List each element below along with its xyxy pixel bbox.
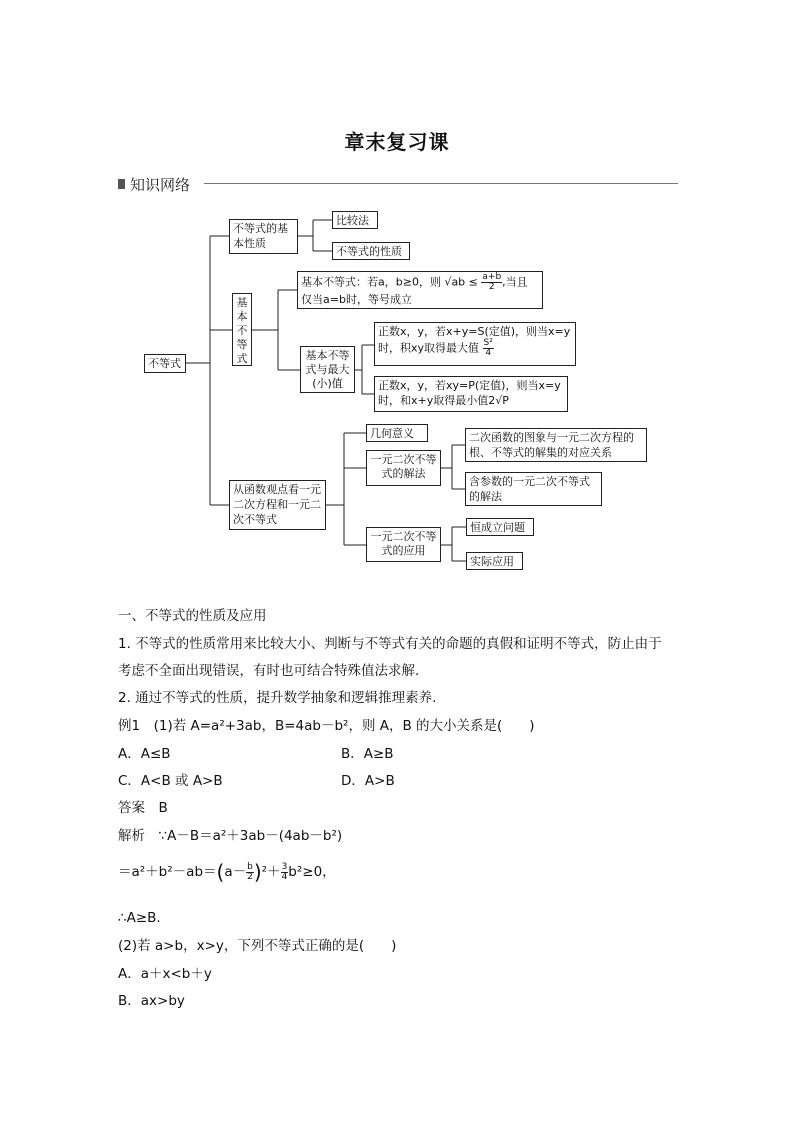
node-quadratic-solution: 一元二次不等式的解法	[366, 450, 441, 486]
point-1-line-1: 1. 不等式的性质常用来比较大小、判断与不等式有关的命题的真假和证明不等式，防止由于	[118, 636, 662, 652]
frac-den: 2	[488, 282, 495, 292]
step-d: b²≥0，	[288, 864, 336, 880]
min-case-b: 时，和x+y取得最小值2√P	[378, 394, 509, 407]
option-b: B．A≥B	[341, 746, 394, 762]
conclusion: ∴A≥B.	[118, 910, 161, 926]
node-compare-method: 比较法	[332, 211, 378, 229]
node-min-case	[374, 376, 568, 412]
node-always-hold: 恒成立问题	[466, 518, 534, 536]
step-a: ＝a²＋b²－ab＝	[118, 864, 217, 880]
q2-option-a: A．a＋x<b＋y	[118, 966, 212, 982]
node-max-case	[374, 322, 576, 366]
example-1-question: 例1 (1)若 A=a²+3ab，B=4ab－b²，则 A，B 的大小关系是( )	[118, 718, 535, 734]
fraction-b-over-2	[246, 863, 254, 882]
frac-den: 4	[281, 871, 288, 882]
point-2: 2. 通过不等式的性质，提升数学抽象和逻辑推理素养.	[118, 690, 437, 706]
frac-num: b	[247, 861, 253, 872]
step-c: ²＋	[261, 864, 281, 880]
basic-ineq-stmt-b: ,当且	[502, 275, 528, 289]
fraction-a-plus-b-over-2	[481, 273, 502, 292]
frac-den: 4	[485, 348, 492, 358]
basic-ineq-stmt-a: 基本不等式：若a，b≥0，则 √ab ≤	[301, 275, 478, 289]
max-case-a: 正数x，y，若x+y=S(定值)，则当x=y	[378, 325, 571, 338]
min-case-a: 正数x，y，若xy=P(定值)，则当x=y	[378, 379, 561, 392]
node-geometric-meaning: 几何意义	[366, 424, 428, 442]
node-practical: 实际应用	[466, 552, 523, 570]
step-b: a－	[224, 864, 247, 880]
derivation-step	[118, 862, 336, 882]
paren-open: (	[216, 860, 225, 884]
option-a: A．A≤B	[118, 746, 171, 762]
node-parameter-case: 含参数的一元二次不等式的解法	[465, 472, 602, 506]
q2-option-b: B．ax>by	[118, 993, 185, 1009]
frac-num: S²	[483, 338, 493, 348]
node-basic-inequality-statement	[297, 271, 543, 309]
option-c: C．A<B 或 A>B	[118, 773, 223, 789]
node-inequality-properties: 不等式的性质	[332, 242, 410, 260]
option-d: D．A>B	[341, 773, 395, 789]
paren-close: )	[253, 860, 262, 884]
node-function-view: 从函数观点看一元二次方程和一元二次不等式	[229, 480, 326, 530]
point-1-line-2: 考虑不全面出现错误，有时也可结合特殊值法求解.	[118, 663, 420, 679]
fraction-s2-over-4	[483, 339, 494, 358]
node-quadratic-application: 一元二次不等式的应用	[366, 527, 441, 562]
frac-den: 2	[247, 871, 253, 882]
page-title: 章末复习课	[344, 130, 450, 154]
answer: 答案 B	[118, 800, 168, 816]
node-inequality: 不等式	[144, 354, 186, 373]
frac-num: 3	[281, 861, 288, 872]
node-basic-inequality: 基本不等式	[232, 293, 252, 366]
node-max-min: 基本不等式与最大(小)值	[300, 346, 355, 393]
analysis: 解析 ∵A－B＝a²＋3ab－(4ab－b²)	[118, 828, 343, 844]
part-title: 一、不等式的性质及应用	[118, 608, 267, 624]
node-quadratic-graph: 二次函数的图象与一元二次方程的根、不等式的解集的对应关系	[465, 428, 647, 462]
section-heading: 知识网络	[130, 176, 191, 194]
basic-ineq-stmt-c: 仅当a=b时，等号成立	[301, 293, 412, 306]
node-basic-properties: 不等式的基本性质	[229, 219, 298, 254]
frac-num: a+b	[482, 272, 502, 282]
max-case-b: 时，积xy取得最大值	[378, 341, 480, 355]
example-1-question-2: (2)若 a>b，x>y，下列不等式正确的是( )	[118, 938, 397, 954]
